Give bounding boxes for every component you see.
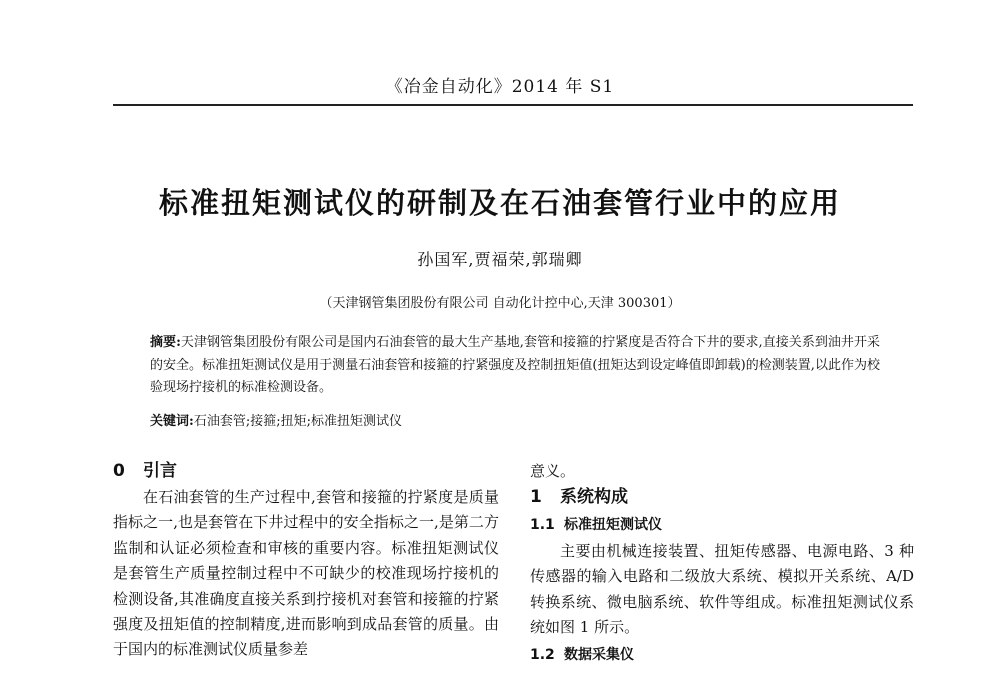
- section-0-heading: [113, 458, 499, 485]
- abstract: [150, 332, 880, 400]
- authors: 孙国军,贾福荣,郭瑞卿: [417, 250, 583, 269]
- subsection-1-1-heading: [530, 511, 914, 539]
- affiliation: （天津钢管集团股份有限公司 自动化计控中心,天津 300301）: [319, 296, 681, 311]
- keywords: [150, 410, 880, 429]
- left-column: [113, 458, 499, 663]
- subsection-1-2-heading: [530, 641, 914, 669]
- paper-title: 标准扭矩测试仪的研制及在石油套管行业中的应用: [158, 186, 841, 220]
- keywords-text: 石油套管;接箍;扭矩;标准扭矩测试仪: [193, 414, 402, 429]
- abstract-label: 摘要:: [150, 335, 181, 350]
- right-column: [530, 458, 914, 669]
- header-rule: [113, 104, 913, 106]
- subsection-1-1-title: 标准扭矩测试仪: [564, 517, 662, 533]
- keywords-label: 关键词:: [150, 414, 194, 429]
- subsection-1-1-paragraph: 主要由机械连接装置、扭矩传感器、电源电路、3 种传感器的输入电路和二级放大系统、模拟开关系统、A/D 转换系统、微电脑系统、软件等组成。标准扭矩测试仪系统如图 1 所示。: [530, 542, 914, 637]
- section-1-title: 系统构成: [560, 487, 628, 507]
- intro-paragraph: 在石油套管的生产过程中,套管和接箍的拧紧度是质量指标之一,也是套管在下井过程中的安全指标之一,是第二方监制和认证必须检查和审核的重要内容。标准扭矩测试仪是套管生产质量控制过程中不可缺少的校准现场拧接机的检测设备,其准确度直接关系到拧接机对套管和接箍的拧紧强度及扭矩值的控制精度,进而影响到成品套管的质量。由于国内的标准测试仪质量参差: [113, 488, 499, 659]
- subsection-1-2-title: 数据采集仪: [564, 646, 634, 663]
- section-0-title: 引言: [143, 461, 177, 481]
- carryover-text: 意义。: [530, 462, 576, 480]
- abstract-text: 天津钢管集团股份有限公司是国内石油套管的最大生产基地,套管和接箍的拧紧度是否符合下井的要求,直接关系到油井开采的安全。标准扭矩测试仪是用于测量石油套管和接箍的拧紧强度及控制扭矩值(扭矩达到设定峰值即卸载)的检测装置,以此作为校验现场拧接机的标准检测设备。: [150, 335, 880, 395]
- journal-header: 《冶金自动化》2014 年 S1: [385, 77, 615, 97]
- section-0-number: 0: [113, 461, 125, 481]
- subsection-1-1-number: 1.1: [530, 517, 555, 533]
- subsection-1-2-number: 1.2: [530, 646, 555, 663]
- section-1-number: 1: [530, 487, 542, 507]
- section-1-heading: [530, 484, 914, 511]
